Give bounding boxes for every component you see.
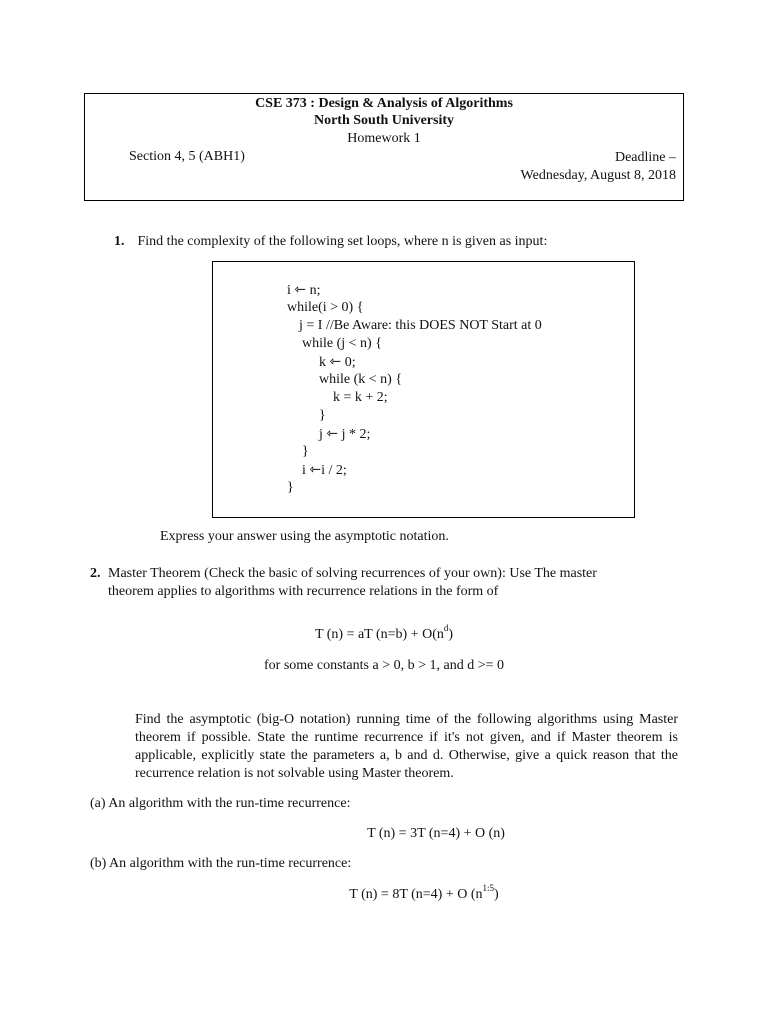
constants-line: for some constants a > 0, b > 1, and d >= 0 <box>264 658 504 673</box>
university-name: North South University <box>313 113 454 128</box>
master-formula-main: T (n) = aT (n=b) + O(n <box>314 627 444 642</box>
code-line: while(i > 0) { <box>287 300 364 315</box>
part-b-formula-end: ) <box>494 887 499 902</box>
code-line: } <box>287 480 294 495</box>
question-2 <box>90 565 650 601</box>
question-1-text: Find the complexity of the following set loops, where n is given as input: <box>137 234 548 249</box>
question-2-line2: theorem applies to algorithms with recurrence relations in the form of <box>108 584 499 599</box>
course-title: CSE 373 : Design & Analysis of Algorithms <box>255 96 513 111</box>
part-a-label: (a) An algorithm with the run-time recurrence: <box>90 796 351 811</box>
instruction-paragraph: Find the asymptotic (big-O notation) running time of the following algorithms using Master theorem if possible. State the runtime recurrence if it's not given, and if Master theorem is applicable, explicitly state the parameters a, b and d. Otherwise, give a quick reason that the recurrence relation is not solvable using Master theorem. <box>135 712 678 781</box>
question-2-line1: Master Theorem (Check the basic of solving recurrences of your own): Use The master <box>108 566 597 581</box>
master-formula-end: ) <box>448 627 454 642</box>
code-line: i ⇽ n; <box>287 283 321 298</box>
master-formula-exponent: d <box>443 623 449 633</box>
part-b-label: (b) An algorithm with the run-time recurrence: <box>90 856 352 871</box>
master-formula <box>0 623 768 643</box>
deadline-label: Deadline – <box>614 150 676 165</box>
code-line: } <box>319 408 326 423</box>
code-line: k ⇽ 0; <box>319 355 356 370</box>
code-line: } <box>302 444 309 459</box>
code-line: while (k < n) { <box>319 372 403 387</box>
section-label: Section 4, 5 (ABH1) <box>129 149 245 164</box>
code-line: k = k + 2; <box>333 390 388 405</box>
part-b-formula-main: T (n) = 8T (n=4) + O (n <box>349 887 483 902</box>
part-b-formula-exponent: 1:5 <box>482 883 495 893</box>
code-line: j = I //Be Aware: this DOES NOT Start at 0 <box>299 318 542 333</box>
code-box <box>212 261 635 518</box>
question-1-number: 1. <box>114 234 125 249</box>
deadline-date: Wednesday, August 8, 2018 <box>520 168 676 183</box>
question-1 <box>114 234 547 250</box>
code-line: while (j < n) { <box>302 336 382 351</box>
deadline <box>521 149 676 185</box>
express-instruction: Express your answer using the asymptotic notation. <box>160 529 449 544</box>
header-box <box>84 93 684 201</box>
homework-title: Homework 1 <box>347 131 421 146</box>
code-line: j ⇽ j * 2; <box>319 427 371 442</box>
part-a-formula: T (n) = 3T (n=4) + O (n) <box>367 826 505 841</box>
question-2-number: 2. <box>90 566 101 581</box>
part-b-formula <box>0 883 768 903</box>
code-line: i ⇽i / 2; <box>302 463 347 478</box>
